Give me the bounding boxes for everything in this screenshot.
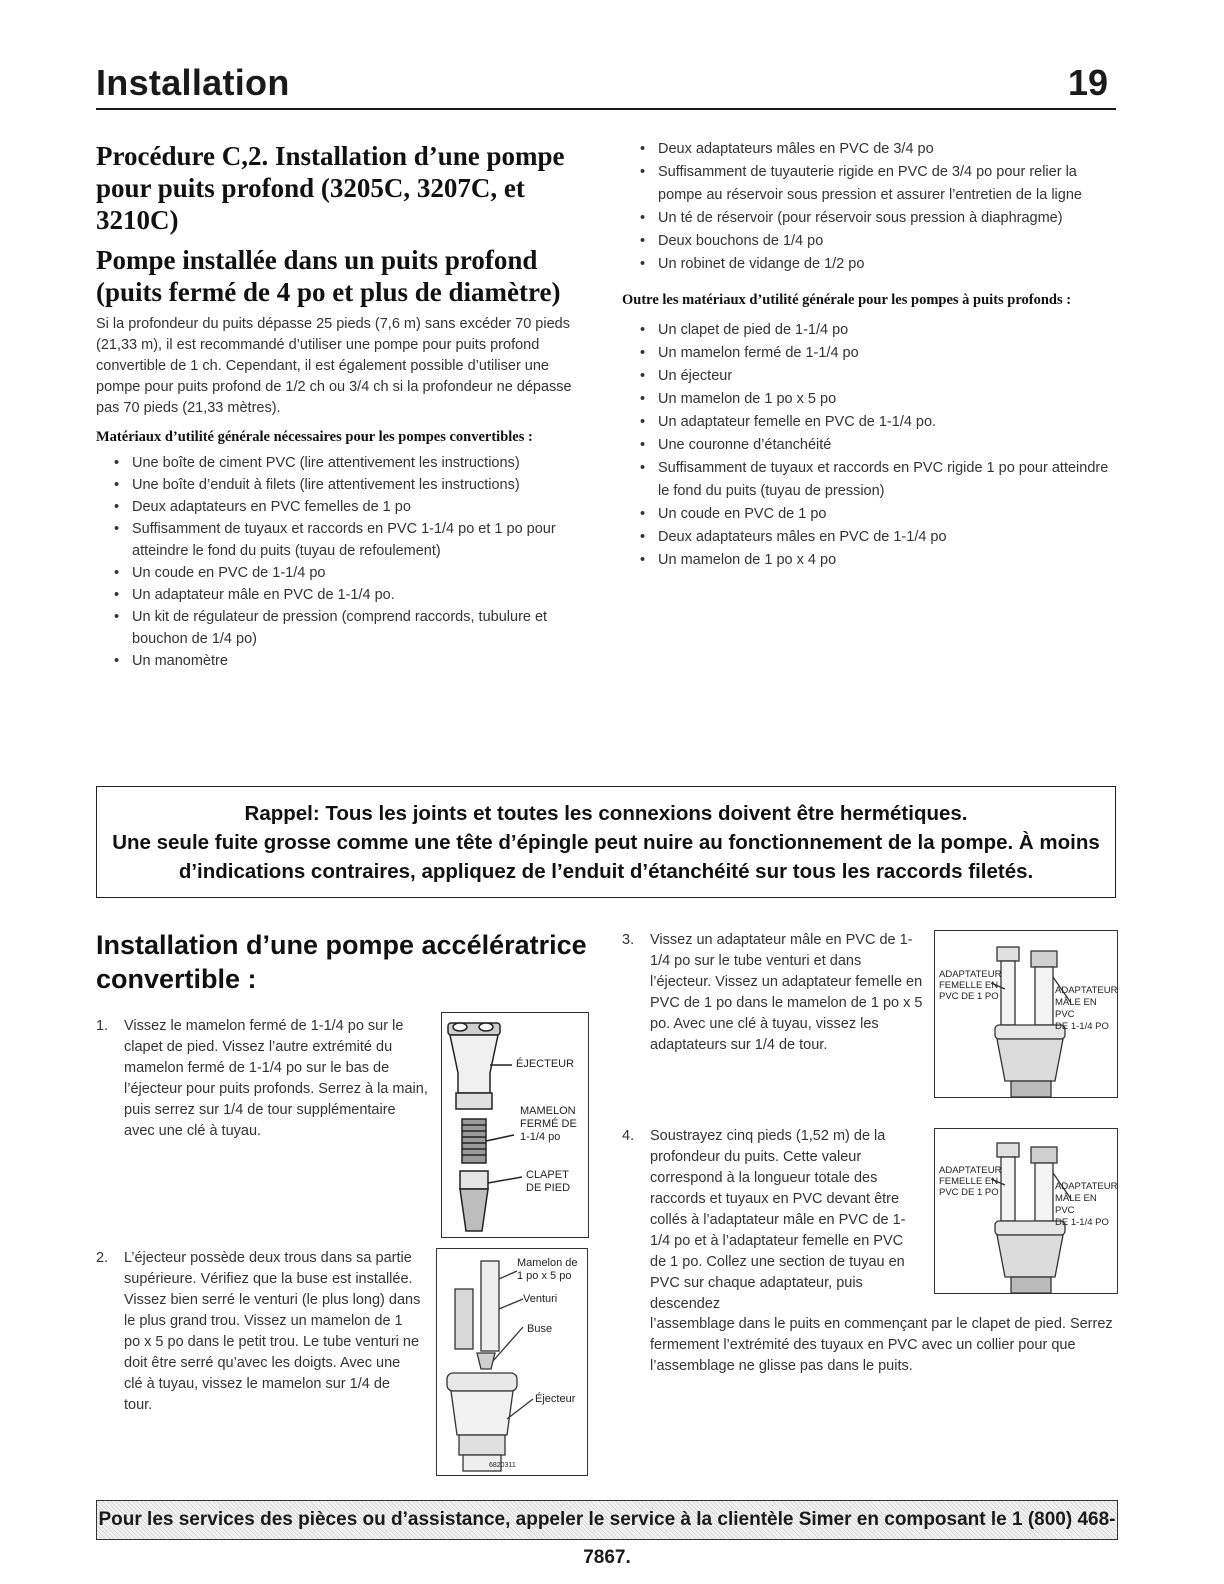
booster-heading-line-2: convertible : xyxy=(96,964,257,994)
page-header xyxy=(96,62,1116,112)
label-venturi: Venturi xyxy=(523,1293,558,1305)
list-item: • Suffisamment de tuyaux et raccords en PVC 1-1/4 po et 1 po pour atteindre le fond du puits (tuyau de refoulement) xyxy=(114,521,556,559)
list-item: • Suffisamment de tuyauterie rigide en PVC de 3/4 po pour relier la pompe au réservoir sous pression et assurer l’entretien de la ligne xyxy=(640,164,1082,203)
list-item: • Un manomètre xyxy=(114,653,228,669)
list-item: • Un éjecteur xyxy=(640,368,733,384)
label-female-adapter: ADAPTATEUR FEMELLE EN PVC DE 1 PO xyxy=(939,969,1002,1002)
list-item: • Suffisamment de tuyaux et raccords en PVC rigide 1 po pour atteindre le fond du puits (tuyau de pression) xyxy=(640,460,1109,499)
reminder-line-2: Une seule fuite grosse comme une tête d’épingle peut nuire au fonctionnement de la pompe. À moins xyxy=(112,831,1100,854)
step-text: Vissez le mamelon fermé de 1-1/4 po sur le clapet de pied. Vissez l’autre extrémité du mamelon fermé de 1-1/4 po sur le bas de l’éjecteur pour puits profonds. Serrez à la main, puis serrez sur 1/4 de tour supplémentaire avec une clé à tuyau. xyxy=(124,1018,428,1139)
list-item: • Un mamelon fermé de 1-1/4 po xyxy=(640,345,859,361)
list-item: • Deux adaptateurs mâles en PVC de 1-1/4 po xyxy=(640,529,947,545)
step-text: Vissez un adaptateur mâle en PVC de 1-1/4 po sur le tube venturi et dans l’éjecteur. Vissez un adaptateur femelle en PVC de 1 po dans le mamelon de 1 po x 5 po. Avec une clé à tuyau, vissez les adaptateurs sur 1/4 de tour. xyxy=(650,932,923,1053)
step-3: 3. Vissez un adaptateur mâle en PVC de 1-1/4 po sur le tube venturi et dans l’éjecteur. Vissez un adaptateur femelle en PVC de 1 po dans le mamelon de 1 po x 5 po. Avec une clé à tuyau, vissez les adaptateurs sur 1/4 de tour. xyxy=(622,930,924,1056)
list-item: • Un coude en PVC de 1 po xyxy=(640,506,827,522)
materials-heading: Matériaux d’utilité générale nécessaires pour les pompes convertibles : xyxy=(96,429,533,445)
label-nipple-5in: Mamelon de 1 po x 5 po xyxy=(517,1257,578,1282)
booster-section xyxy=(96,928,596,996)
figure-code: 6820311 xyxy=(489,1462,516,1469)
list-item: • Une boîte d’enduit à filets (lire attentivement les instructions) xyxy=(114,477,520,493)
list-item: • Deux adaptateurs en PVC femelles de 1 po xyxy=(114,499,411,515)
step-text: Soustrayez cinq pieds (1,52 m) de la profondeur du puits. Cette valeur correspond à la longueur totale des raccords et tuyaux en PVC devant être collés à l’adaptateur mâle en PVC de 1-1/4 po et à l’adaptateur femelle en PVC de 1 po. Collez une section de tuyau en PVC sur chaque adaptateur, puis descendez xyxy=(650,1128,906,1312)
list-item: • Deux adaptateurs mâles en PVC de 3/4 po xyxy=(640,141,934,157)
page-number: 19 xyxy=(1067,62,1108,103)
figure-ejector-assembly xyxy=(441,1012,589,1238)
label-nipple: MAMELON FERMÉ DE 1-1/4 po xyxy=(520,1105,577,1143)
header-rule xyxy=(96,108,1116,110)
deep-well-heading: Pompe installée dans un puits profond (puits fermé de 4 po et plus de diamètre) xyxy=(96,245,561,307)
reminder-box xyxy=(96,786,1116,898)
list-item: • Un adaptateur mâle en PVC de 1-1/4 po. xyxy=(114,587,395,603)
intro-paragraph: Si la profondeur du puits dépasse 25 pieds (7,6 m) sans excéder 70 pieds (21,33 m), il est recommandé d’utiliser une pompe pour puits profond convertible de 1 ch. Cependant, il est également possible d’utiliser une pompe pour puits profond de 1/2 ch ou 3/4 ch si la profondeur ne dépasse pas 70 pieds (21,33 mètres). xyxy=(96,316,572,416)
list-item: • Deux bouchons de 1/4 po xyxy=(640,233,824,249)
procedure-heading: Procédure C,2. Installation d’une pompe pour puits profond (3205C, 3207C, et 3210C) xyxy=(96,141,565,235)
label-ejector: ÉJECTEUR xyxy=(516,1058,575,1070)
list-item: • Un mamelon de 1 po x 4 po xyxy=(640,552,837,568)
list-item: • Une couronne d’étanchéité xyxy=(640,437,832,453)
list-item: • Un té de réservoir (pour réservoir sous pression à diaphragme) xyxy=(640,210,1063,226)
label-nozzle: Buse xyxy=(527,1323,553,1335)
list-item: • Un adaptateur femelle en PVC de 1-1/4 po. xyxy=(640,414,937,430)
list-item: • Un clapet de pied de 1-1/4 po xyxy=(640,322,849,338)
reminder-line-1: Rappel: Tous les joints et toutes les connexions doivent être hermétiques. xyxy=(244,802,968,825)
figure-venturi-assembly xyxy=(436,1248,588,1476)
service-footer-banner: Pour les services des pièces ou d’assistance, appeler le service à la clientèle Simer en composant le 1 (800) 468-7867. xyxy=(96,1500,1118,1540)
left-column xyxy=(96,140,596,672)
list-item: • Un coude en PVC de 1-1/4 po xyxy=(114,565,326,581)
step-4-continued xyxy=(622,1314,1118,1377)
step-4: 4. Soustrayez cinq pieds (1,52 m) de la profondeur du puits. Cette valeur correspond à la longueur totale des raccords et tuyaux en PVC devant être collés à l’adaptateur mâle en PVC de 1-1/4 po et à l’adaptateur femelle en PVC de 1 po. Collez une section de tuyau en PVC sur chaque adaptateur, puis descendez xyxy=(622,1126,922,1315)
deep-materials-heading: Outre les matériaux d’utilité générale pour les pompes à puits profonds : xyxy=(622,292,1072,308)
materials-list xyxy=(96,452,596,672)
label-male-adapter: ADAPTATEUR MÂLE EN PVC DE 1-1/4 PO xyxy=(1055,985,1118,1032)
right-column xyxy=(622,138,1122,572)
list-item: • Un kit de régulateur de pression (comprend raccords, tubulure et bouchon de 1/4 po) xyxy=(114,609,548,647)
label-male-adapter: ADAPTATEUR MÂLE EN PVC DE 1-1/4 PO xyxy=(1055,1181,1118,1228)
deep-materials-list xyxy=(622,319,1122,572)
list-item: • Un robinet de vidange de 1/2 po xyxy=(640,256,865,272)
page-title: Installation xyxy=(96,62,290,103)
figure-adapters-step3 xyxy=(934,930,1118,1098)
materials-continued-list xyxy=(622,138,1122,276)
step-text: L’éjecteur possède deux trous dans sa partie supérieure. Vérifiez que la buse est installée. Vissez bien serré le venturi (le plus long) dans le plus grand trou. Vissez un mamelon de 1 po x 5 po dans le petit trou. Le tube venturi ne doit être serré qu’avec les doigts. Avec une clé à tuyau, vissez le mamelon sur 1/4 de tour. xyxy=(124,1250,421,1413)
label-foot-valve: CLAPET DE PIED xyxy=(526,1169,571,1194)
reminder-line-3: d’indications contraires, appliquez de l’enduit d’étanchéité sur tous les raccords filetés. xyxy=(178,860,1034,883)
step-2: 2. L’éjecteur possède deux trous dans sa partie supérieure. Vérifiez que la buse est installée. Vissez bien serré le venturi (le plus long) dans le plus grand trou. Vissez un mamelon de 1 po x 5 po dans le petit trou. Le tube venturi ne doit être serré qu’avec les doigts. Avec une clé à tuyau, vissez le mamelon sur 1/4 de tour. xyxy=(96,1248,422,1416)
venturi-assembly-drawing xyxy=(437,1249,589,1477)
label-ejector: Éjecteur xyxy=(535,1393,576,1405)
step-text: l’assemblage dans le puits en commençant par le clapet de pied. Serrez fermement l’extrémité des tuyaux en PVC avec un collier pour que l’assemblage ne glisse pas dans le puits. xyxy=(650,1316,1113,1374)
list-item: • Une boîte de ciment PVC (lire attentivement les instructions) xyxy=(114,455,520,471)
step-1: 1. Vissez le mamelon fermé de 1-1/4 po sur le clapet de pied. Vissez l’autre extrémité du mamelon fermé de 1-1/4 po sur le bas de l’éjecteur pour puits profonds. Serrez à la main, puis serrez sur 1/4 de tour supplémentaire avec une clé à tuyau. xyxy=(96,1016,430,1142)
booster-heading-line-1: Installation d’une pompe accélératrice xyxy=(96,930,587,960)
figure-adapters-step4 xyxy=(934,1128,1118,1294)
list-item: • Un mamelon de 1 po x 5 po xyxy=(640,391,837,407)
label-female-adapter: ADAPTATEUR FEMELLE EN PVC DE 1 PO xyxy=(939,1165,1002,1198)
